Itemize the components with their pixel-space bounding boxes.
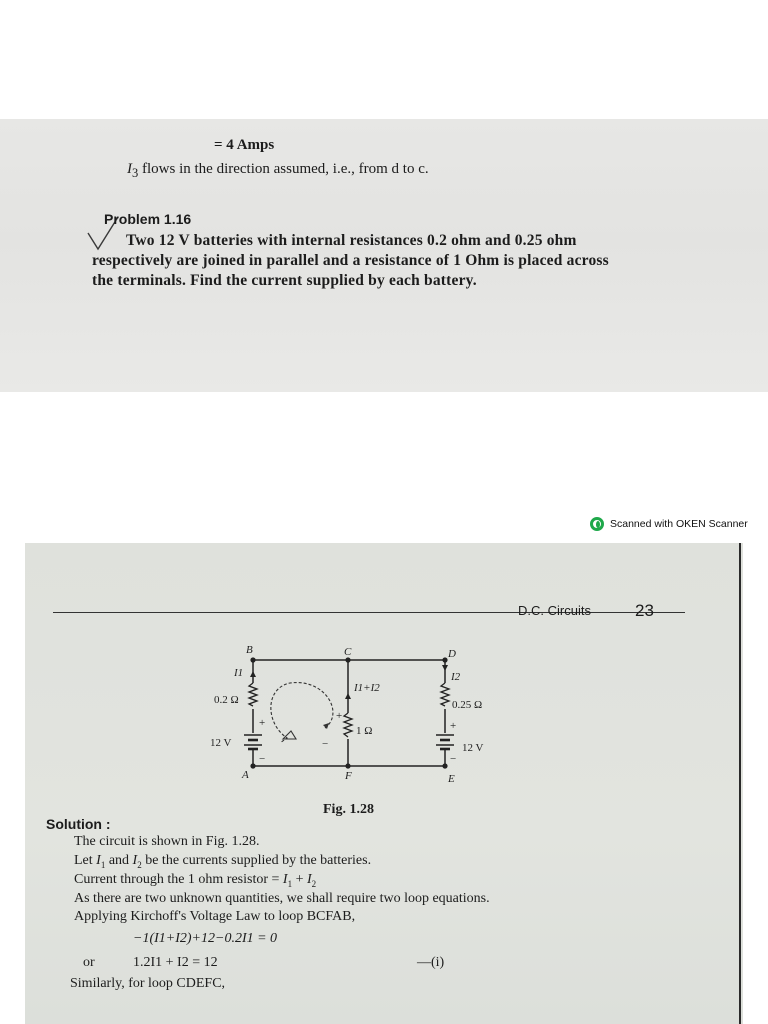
scanner-label: Scanned with OKEN Scanner bbox=[610, 518, 748, 530]
plus-middle: + bbox=[336, 710, 343, 722]
node-e: E bbox=[448, 773, 455, 785]
label-i1: I1 bbox=[234, 667, 244, 679]
node-d: D bbox=[448, 648, 456, 660]
current-flow-line bbox=[127, 161, 429, 181]
battery-right bbox=[436, 735, 454, 749]
node-a: A bbox=[242, 769, 249, 781]
text-currents: be the currents supplied by the batteries. bbox=[141, 853, 372, 868]
oken-scanner-logo-icon bbox=[590, 517, 604, 531]
solution-line-6: Similarly, for loop CDEFC, bbox=[70, 976, 226, 991]
label-r-left: 0.2 Ω bbox=[214, 694, 239, 706]
label-r-right: 0.25 Ω bbox=[452, 699, 483, 711]
minus-left: − bbox=[259, 753, 266, 765]
flow-text: flows in the direction assumed, i.e., from d to c. bbox=[138, 161, 429, 177]
minus-middle: − bbox=[322, 738, 329, 750]
solution-line-1: The circuit is shown in Fig. 1.28. bbox=[74, 834, 260, 849]
solution-line-3: Current through the 1 ohm resistor = $I_1 + I_2$ bbox=[74, 872, 317, 889]
result-line: = 4 Amps bbox=[214, 137, 275, 153]
problem-statement bbox=[92, 231, 760, 291]
current-var: I bbox=[127, 161, 132, 177]
figure-caption: Fig. 1.28 bbox=[323, 802, 374, 817]
solution-title: Solution : bbox=[46, 816, 111, 832]
solution-line-2: Let $I_1$ and $I_2$ be the currents supplied by the batteries. bbox=[74, 853, 372, 870]
plus-left: + bbox=[259, 717, 266, 729]
current-sub: 3 bbox=[132, 166, 139, 180]
problem-title: Problem 1.16 bbox=[104, 211, 192, 227]
resistor-left bbox=[249, 683, 257, 706]
bottom-scanned-page bbox=[25, 543, 743, 1024]
plus-right: + bbox=[450, 720, 457, 732]
label-v-left: 12 V bbox=[210, 737, 232, 749]
page-number: 23 bbox=[635, 601, 654, 620]
text-and: and bbox=[105, 853, 133, 868]
running-header: D.C. Circuits bbox=[518, 603, 591, 618]
minus-right: − bbox=[450, 753, 457, 765]
arrow-i1i2 bbox=[345, 693, 351, 699]
text-current-through: Current through the 1 ohm resistor = bbox=[74, 872, 283, 887]
node-f: F bbox=[345, 770, 352, 782]
resistor-middle bbox=[344, 713, 352, 737]
text-let: Let bbox=[74, 853, 97, 868]
arrow-i1 bbox=[250, 671, 256, 677]
battery-left bbox=[244, 735, 262, 749]
resistor-right bbox=[441, 683, 449, 706]
equation-1: −1(I1+I2)+12−0.2I1 = 0 bbox=[133, 931, 278, 946]
loop-arrow-icon bbox=[271, 683, 333, 743]
solution-line-5: Applying Kirchoff's Voltage Law to loop BCFAB, bbox=[74, 909, 356, 924]
label-r-middle: 1 Ω bbox=[356, 725, 373, 737]
label-i1i2: I1+I2 bbox=[354, 682, 380, 694]
solution-line-4: As there are two unknown quantities, we shall require two loop equations. bbox=[74, 891, 490, 906]
label-i2: I2 bbox=[451, 671, 461, 683]
top-scanned-page bbox=[0, 119, 768, 392]
arrow-i2 bbox=[442, 665, 448, 671]
node-b: B bbox=[246, 644, 253, 656]
problem-line-3: the terminals. Find the current supplied by each battery. bbox=[92, 272, 477, 289]
label-v-right: 12 V bbox=[462, 742, 484, 754]
problem-line-2: respectively are joined in parallel and a resistance of 1 Ohm is placed across bbox=[92, 252, 609, 269]
circuit-diagram bbox=[25, 543, 743, 803]
equation-2: 1.2I1 + I2 = 12 bbox=[133, 955, 218, 970]
problem-line-1: Two 12 V batteries with internal resistances 0.2 ohm and 0.25 ohm bbox=[126, 232, 577, 249]
scanner-watermark bbox=[590, 517, 748, 531]
or-label: or bbox=[83, 955, 95, 970]
equation-2-tag: —(i) bbox=[417, 955, 445, 970]
node-c: C bbox=[344, 646, 352, 658]
